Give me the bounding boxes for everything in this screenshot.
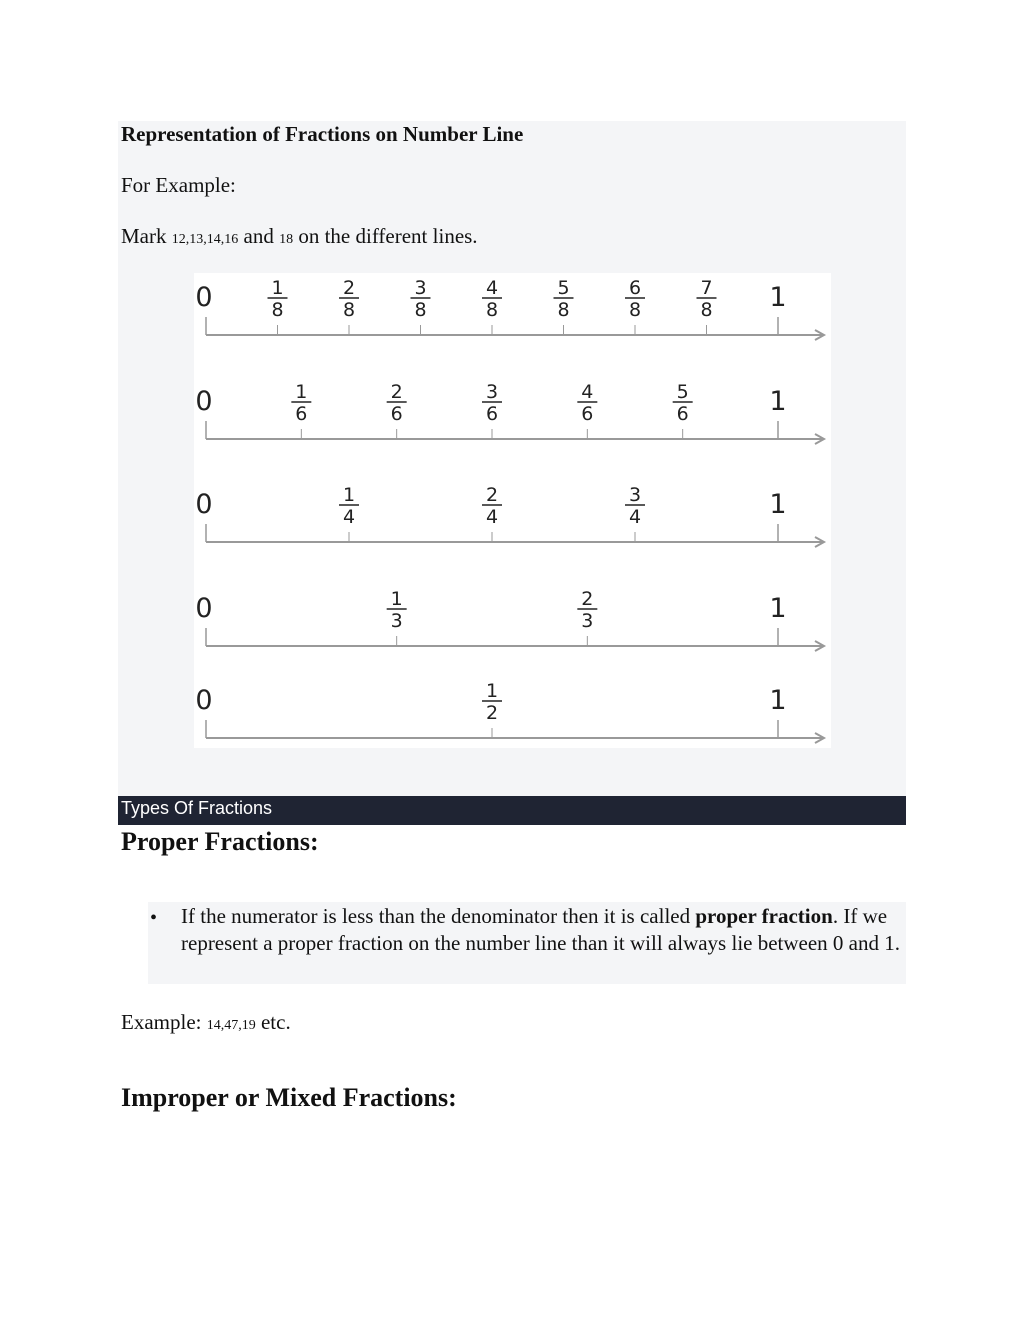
fraction-numerator: 5 [676,381,689,403]
mark-prefix: Mark [121,224,172,248]
fraction-denominator: 6 [676,403,689,425]
fraction-numerator: 7 [700,277,713,299]
fraction-numerator: 1 [390,588,403,610]
number-lines-figure [194,273,831,748]
fraction-denominator: 8 [700,299,713,321]
mark-suffix: on the different lines. [293,224,478,248]
end-label: 1 [769,386,787,417]
fraction-numerator: 4 [485,277,499,299]
fraction-numerator: 2 [485,484,499,506]
proper-fraction-definition [181,903,901,957]
fraction-denominator: 6 [390,403,403,425]
mark-fractions-a: 12,13,14,16 [171,232,239,247]
fraction-denominator: 3 [390,610,403,632]
fraction-numerator: 1 [485,680,499,702]
fraction-denominator: 4 [628,506,642,528]
fraction-denominator: 8 [342,299,356,321]
definition-part1: If the numerator is less than the denominator then it is called [181,904,696,928]
end-label: 1 [769,685,787,716]
fraction-denominator: 2 [485,702,499,724]
proper-fractions-heading: Proper Fractions: [121,827,319,856]
bullet-dot-icon: • [150,907,158,929]
fraction-denominator: 4 [485,506,499,528]
fraction-denominator: 6 [581,403,594,425]
example-suffix: etc. [255,1010,291,1034]
fraction-numerator: 4 [581,381,594,403]
fraction-denominator: 3 [581,610,594,632]
proper-example [121,1009,291,1039]
fraction-numerator: 3 [485,381,499,403]
fraction-numerator: 2 [342,277,356,299]
mark-middle: and [238,224,280,248]
start-label: 0 [195,593,213,624]
fraction-denominator: 8 [628,299,642,321]
fraction-denominator: 8 [485,299,499,321]
fraction-numerator: 2 [390,381,403,403]
fraction-numerator: 3 [628,484,642,506]
fraction-numerator: 1 [295,381,308,403]
improper-fractions-heading: Improper or Mixed Fractions: [121,1083,457,1112]
end-label: 1 [769,282,787,313]
for-example-text: For Example: [121,173,236,197]
definition-bold: proper fraction [695,904,833,928]
fraction-denominator: 6 [295,403,308,425]
fraction-denominator: 8 [414,299,427,321]
fraction-denominator: 8 [271,299,284,321]
fraction-numerator: 5 [557,277,570,299]
fraction-denominator: 4 [342,506,356,528]
start-label: 0 [195,685,213,716]
fraction-denominator: 6 [485,403,499,425]
types-of-fractions-bar: Types Of Fractions [118,796,906,825]
fraction-numerator: 6 [628,277,642,299]
end-label: 1 [769,489,787,520]
definition-part2: . If we represent a proper fraction on the number line than it will always lie between 0 and 1. [181,904,901,955]
fraction-numerator: 3 [414,277,427,299]
section-title: Representation of Fractions on Number Line [121,122,524,146]
example-label: Example: [121,1010,207,1034]
fraction-numerator: 2 [581,588,594,610]
example-values: 14,47,19 [206,1018,256,1033]
number-lines-svg [194,273,831,748]
end-label: 1 [769,593,787,624]
fraction-denominator: 8 [557,299,570,321]
mark-fractions-b: 18 [279,232,294,247]
mark-instruction [121,223,478,253]
fraction-numerator: 1 [342,484,356,506]
start-label: 0 [195,282,213,313]
fraction-numerator: 1 [271,277,284,299]
start-label: 0 [195,489,213,520]
start-label: 0 [195,386,213,417]
